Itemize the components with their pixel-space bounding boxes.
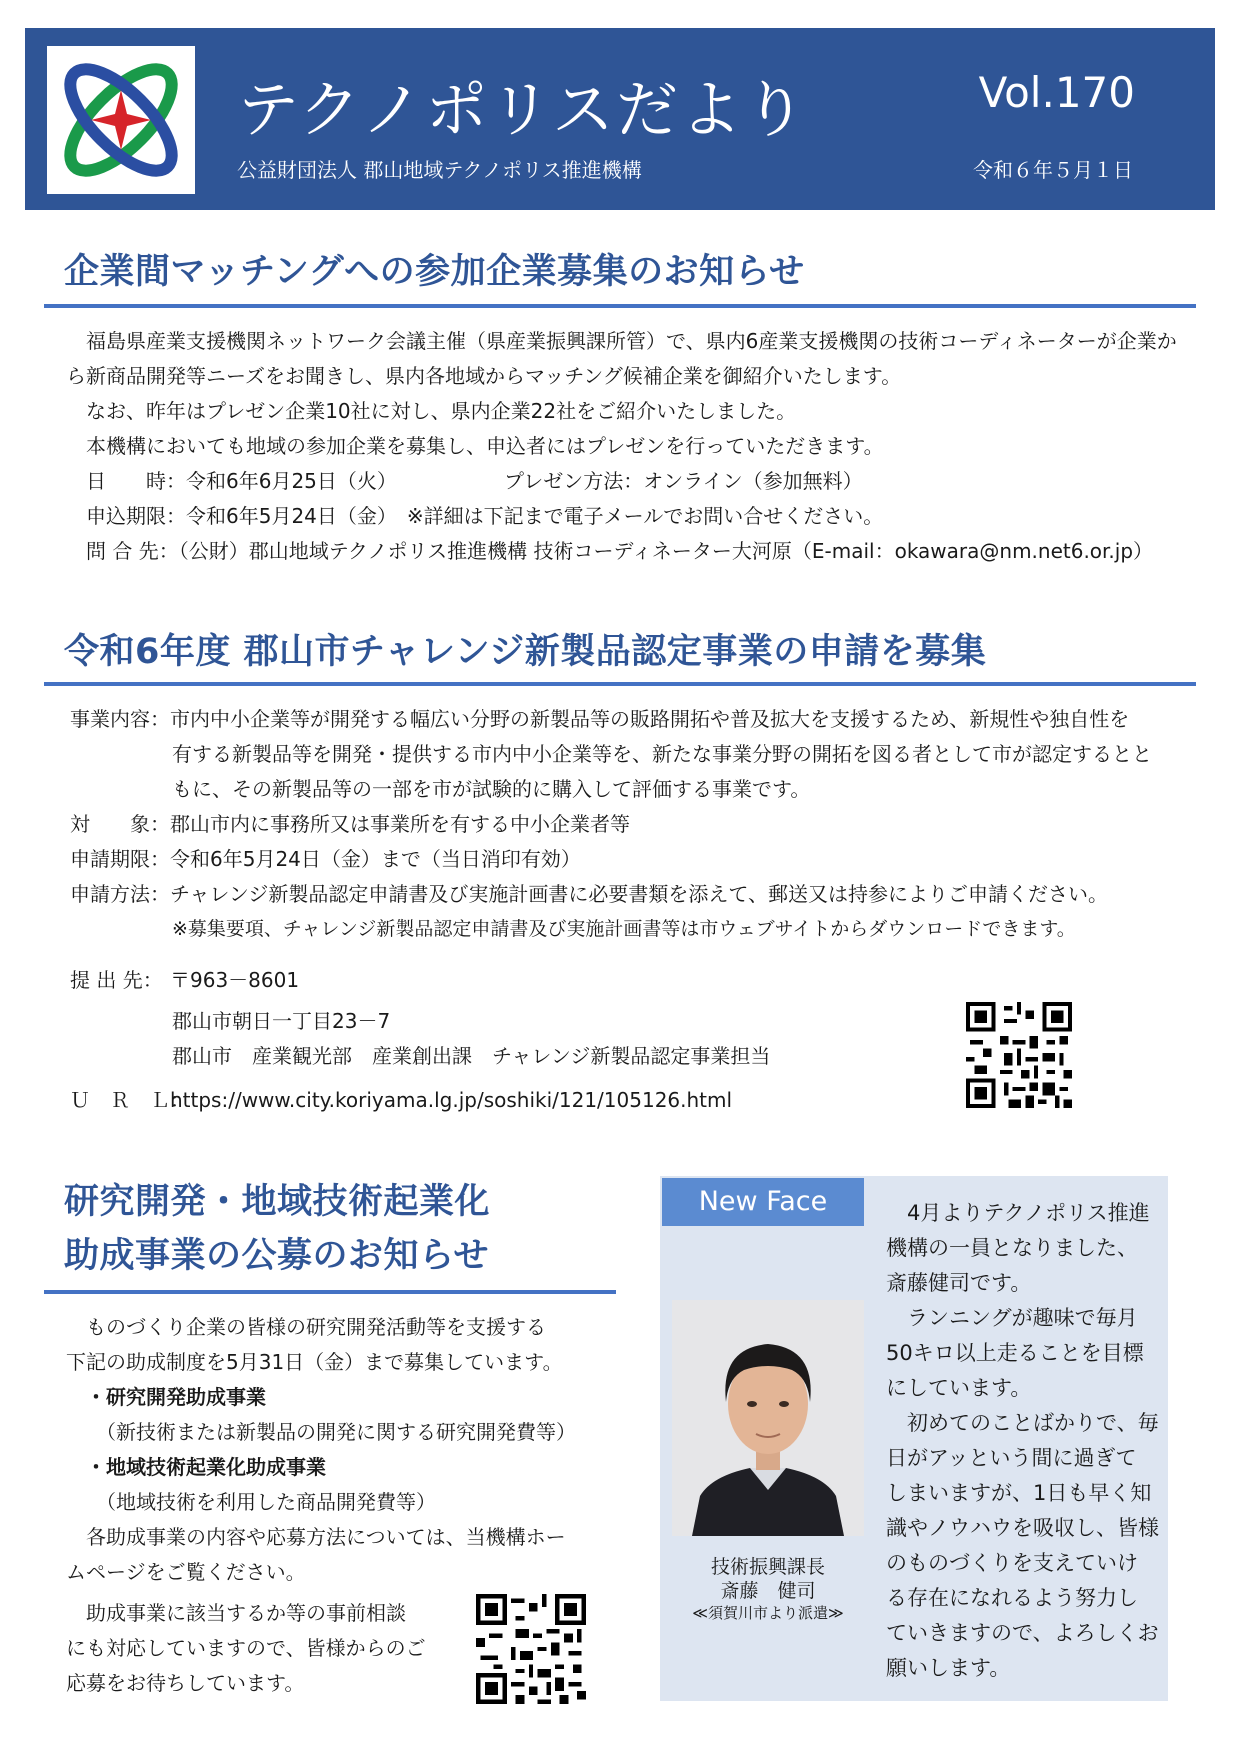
row-label: 事業内容： (70, 707, 170, 731)
newface-line: 初めてのことばかりで、毎 (907, 1411, 1159, 1435)
newface-line: ていきますので、よろしくお (886, 1621, 1159, 1645)
section3-program1: ・研究開発助成事業 (86, 1385, 266, 1409)
info-row-target (70, 807, 630, 842)
info-method-note: ※募集要項、チャレンジ新製品認定申請書及び実施計画書等は市ウェブサイトからダウンロードできます。 (172, 918, 1076, 940)
newface-line: にしています。 (886, 1376, 1032, 1400)
info-row-method (70, 877, 1108, 912)
section1-para1b: ら新商品開発等ニーズをお聞きし、県内各地域からマッチング候補企業を御紹介いたします。 (66, 364, 902, 388)
section3-rule (44, 1290, 616, 1294)
section1-deadline: 申込期限：令和6年5月24日（金） ※詳細は下記まで電子メールでお問い合せください。 (86, 504, 884, 528)
staff-dispatch-note: ≪須賀川市より派遣≫ (692, 1604, 844, 1622)
row-label: Ｕ Ｒ Ｌ： (70, 1088, 190, 1112)
qr-code-icon[interactable] (476, 1594, 586, 1704)
header-banner (25, 28, 1215, 210)
section3-line: 応募をお待ちしています。 (66, 1671, 305, 1695)
section3-program2: ・地域技術起業化助成事業 (86, 1455, 326, 1479)
section3-line: 助成事業に該当するか等の事前相談 (86, 1601, 406, 1625)
newface-line: 斎藤健司です。 (886, 1271, 1032, 1295)
url-link[interactable]: https://www.city.koriyama.lg.jp/soshiki/121/105126.html (170, 1088, 733, 1112)
row-value: 令和6年5月24日（金）まで（当日消印有効） (170, 847, 581, 871)
newface-line: 識やノウハウを吸収し、皆様 (886, 1516, 1159, 1540)
new-face-tag: New Face (662, 1178, 864, 1226)
submit-department: 郡山市 産業観光部 産業創出課 チャレンジ新製品認定事業担当 (172, 1044, 771, 1068)
section3-line: にも対応していますので、皆様からのご (66, 1636, 426, 1660)
staff-name: 斎藤 健司 (720, 1580, 816, 1602)
section3-program1-desc: （新技術または新製品の開発に関する研究開発費等） (96, 1420, 576, 1444)
row-value: 郡山市内に事務所又は事業所を有する中小企業者等 (170, 812, 630, 836)
section3-title-line1: 研究開発・地域技術起業化 (64, 1182, 491, 1222)
staff-photo (672, 1300, 864, 1536)
section1-date: 日 時：令和6年6月25日（火） (86, 469, 397, 493)
newface-line: しまいますが、1日も早く知 (886, 1481, 1152, 1505)
organization-name: 公益財団法人 郡山地域テクノポリス推進機構 (237, 158, 642, 182)
section2-title: 令和6年度 郡山市チャレンジ新製品認定事業の申請を募集 (64, 632, 987, 672)
qr-code-icon[interactable] (966, 1002, 1072, 1108)
submit-address: 郡山市朝日一丁目23－7 (172, 1009, 391, 1033)
info-row-content (70, 702, 1129, 737)
info-row-submit (70, 963, 299, 998)
row-value: 市内中小企業等が開発する幅広い分野の新製品等の販路開拓や普及拡大を支援するため、新規性や独自性を (170, 707, 1130, 731)
newface-line: 50キロ以上走ることを目標 (886, 1341, 1144, 1365)
row-label: 申請期限： (70, 847, 170, 871)
newface-line: 日がアッという間に過ぎて (886, 1446, 1137, 1470)
technopolis-logo (47, 46, 195, 194)
section3-line: ムページをご覧ください。 (66, 1560, 306, 1584)
section3-line: 下記の助成制度を5月31日（金）まで募集しています。 (66, 1350, 563, 1374)
info-content-cont2: もに、その新製品等の一部を市が試験的に購入して評価する事業です。 (172, 777, 811, 801)
info-row-url (70, 1083, 732, 1118)
info-content-cont1: 有する新製品等を開発・提供する市内中小企業等を、新たな事業分野の開拓を図る者として市が認定するとと (172, 742, 1152, 766)
section1-title: 企業間マッチングへの参加企業募集のお知らせ (64, 252, 805, 292)
info-row-deadline (70, 842, 581, 877)
section3-line: 各助成事業の内容や応募方法については、当機構ホー (86, 1525, 566, 1549)
newface-line: 願いします。 (886, 1656, 1011, 1680)
newface-line: のものづくりを支えていけ (886, 1551, 1138, 1575)
row-label: 申請方法： (70, 882, 170, 906)
row-value: 〒963－8601 (170, 968, 300, 992)
section3-program2-desc: （地域技術を利用した商品開発費等） (96, 1490, 436, 1514)
section1-contact: 問 合 先：（公財）郡山地域テクノポリス推進機構 技術コーディネーター大河原（E-mail：okawara@nm.net6.or.jp） (86, 539, 1154, 563)
newsletter-title: テクノポリスだより (237, 73, 809, 146)
row-label: 対 象： (70, 812, 170, 836)
section1-rule (44, 304, 1196, 308)
section2-rule (44, 682, 1196, 686)
section1-para2: なお、昨年はプレゼン企業10社に対し、県内企業22社をご紹介いたしました。 (86, 399, 797, 423)
row-label: 提 出 先： (70, 968, 163, 992)
newface-line: る存在になれるよう努力し (886, 1586, 1138, 1610)
section1-method: プレゼン方法：オンライン（参加無料） (504, 469, 863, 493)
newface-line: ランニングが趣味で毎月 (907, 1306, 1138, 1330)
volume-number: Vol.170 (978, 68, 1135, 117)
section1-para1a: 福島県産業支援機関ネットワーク会議主催（県産業振興課所管）で、県内6産業支援機関の技術コーディネーターが企業か (86, 329, 1177, 353)
row-value: チャレンジ新製品認定申請書及び実施計画書に必要書類を添えて、郵送又は持参によりご申請ください。 (170, 882, 1108, 906)
issue-date: 令和６年５月１日 (973, 158, 1133, 182)
section1-para3: 本機構においても地域の参加企業を募集し、申込者にはプレゼンを行っていただきます。 (86, 434, 884, 458)
section3-line: ものづくり企業の皆様の研究開発活動等を支援する (86, 1315, 546, 1339)
section3-title-line2: 助成事業の公募のお知らせ (64, 1236, 489, 1276)
staff-role: 技術振興課長 (710, 1556, 825, 1578)
newface-line: 機構の一員となりました、 (886, 1236, 1138, 1260)
newface-line: 4月よりテクノポリス推進 (907, 1201, 1150, 1225)
